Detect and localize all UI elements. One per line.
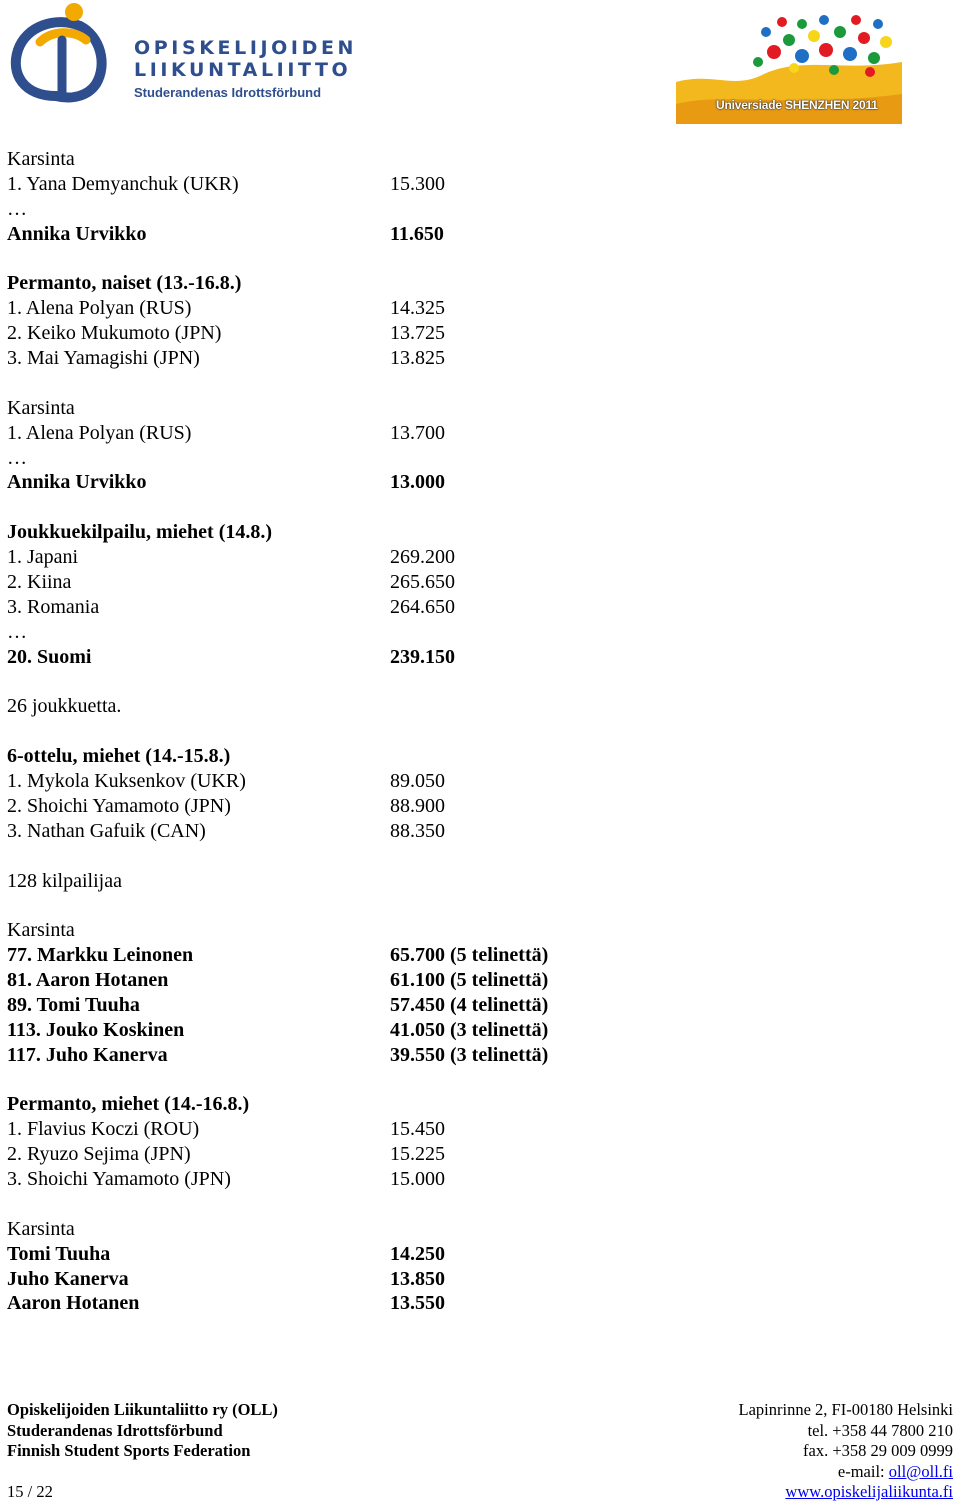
result-value: 15.450 (390, 1118, 445, 1141)
result-value: 89.050 (390, 770, 445, 792)
result-name: 1. Flavius Koczi (ROU) (7, 1118, 200, 1141)
section-heading: Permanto, miehet (14.-16.8.) (7, 1093, 250, 1116)
logo-line-1: OPISKELIJOIDEN (134, 37, 358, 59)
section-heading: Karsinta (7, 919, 75, 942)
result-name: 2. Ryuzo Sejima (JPN) (7, 1143, 191, 1166)
result-value: 269.200 (390, 546, 455, 569)
result-value: 57.450 (4 telinettä) (390, 993, 549, 1016)
result-name: 20. Suomi (7, 645, 92, 668)
result-name: 3. Nathan Gafuik (CAN) (7, 819, 206, 842)
footer-email-link[interactable]: oll@oll.fi (888, 1461, 953, 1481)
result-value: 15.225 (390, 1143, 445, 1166)
section-heading: Permanto, naiset (13.-16.8.) (7, 272, 242, 295)
result-value: 13.700 (390, 421, 445, 444)
result-value: 88.900 (390, 794, 445, 817)
result-name: Annika Urvikko (7, 222, 147, 245)
result-value: 264.650 (390, 595, 455, 618)
result-value: 15.300 (390, 172, 445, 195)
footer-email (838, 1462, 953, 1483)
logo-line-3: Studerandenas Idrottsförbund (134, 85, 322, 100)
result-name: 1. Mykola Kuksenkov (UKR) (7, 770, 246, 792)
result-name: 81. Aaron Hotanen (7, 969, 169, 992)
page-number: 15 / 22 (7, 1482, 53, 1501)
result-name: 2. Kiina (7, 570, 72, 593)
footer-address: Lapinrinne 2, FI-00180 Helsinki (738, 1400, 953, 1419)
footer-org-english: Finnish Student Sports Federation (7, 1441, 251, 1460)
result-value: 88.350 (390, 819, 445, 842)
result-name: Annika Urvikko (7, 471, 147, 494)
oll-emblem-icon (4, 0, 134, 108)
result-name: 1. Alena Polyan (RUS) (7, 297, 192, 320)
result-value: 11.650 (390, 222, 444, 245)
result-value: 39.550 (3 telinettä) (390, 1043, 549, 1066)
result-name: … (7, 620, 27, 643)
result-name: 3. Romania (7, 595, 100, 618)
result-name: … (7, 197, 27, 220)
result-value: 14.325 (390, 297, 445, 320)
result-name: Juho Kanerva (7, 1267, 129, 1290)
footer-org-swedish: Studerandenas Idrottsförbund (7, 1420, 223, 1440)
result-name: 117. Juho Kanerva (7, 1043, 168, 1066)
section-heading: Karsinta (7, 148, 75, 170)
footer-org-name: Opiskelijoiden Liikuntaliitto ry (OLL) (7, 1400, 278, 1419)
result-name: Aaron Hotanen (7, 1292, 140, 1315)
result-name: 2. Shoichi Yamamoto (JPN) (7, 794, 231, 817)
result-name: … (7, 446, 27, 469)
result-value: 239.150 (390, 645, 455, 668)
result-value: 15.000 (390, 1168, 445, 1191)
footer-tel: tel. +358 44 7800 210 (807, 1420, 953, 1440)
section-heading: Joukkuekilpailu, miehet (14.8.) (7, 521, 273, 544)
result-name: Tomi Tuuha (7, 1242, 111, 1265)
result-value: 13.550 (390, 1292, 445, 1315)
universiade-logo-text: Universiade SHENZHEN 2011 (716, 98, 878, 112)
result-name: 77. Markku Leinonen (7, 944, 194, 967)
result-value: 41.050 (3 telinettä) (390, 1018, 549, 1041)
result-name: 3. Shoichi Yamamoto (JPN) (7, 1168, 231, 1191)
footer-email-label: e-mail: (837, 1461, 889, 1481)
logo-line-2: LIIKUNTALIITTO (134, 59, 352, 81)
result-name: 2. Keiko Mukumoto (JPN) (7, 322, 222, 345)
section-heading: Karsinta (7, 1217, 75, 1240)
footer-website-link[interactable]: www.opiskelijaliikunta.fi (785, 1482, 953, 1501)
result-name: 3. Mai Yamagishi (JPN) (7, 347, 200, 370)
result-value: 14.250 (390, 1242, 445, 1265)
result-value: 13.000 (390, 471, 445, 494)
section-heading: Karsinta (7, 396, 75, 419)
result-name: 113. Jouko Koskinen (7, 1018, 185, 1041)
result-name: 1. Yana Demyanchuk (UKR) (7, 172, 239, 195)
section-heading: 6-ottelu, miehet (14.-15.8.) (7, 745, 231, 768)
section-heading: 26 joukkuetta. (7, 695, 122, 718)
result-value: 13.850 (390, 1267, 445, 1290)
result-value: 13.825 (390, 347, 445, 370)
footer-fax: fax. +358 29 009 0999 (803, 1441, 953, 1460)
result-value: 61.100 (5 telinettä) (390, 969, 549, 992)
result-value: 65.700 (5 telinettä) (390, 944, 549, 967)
result-name: 1. Japani (7, 546, 79, 569)
result-name: 1. Alena Polyan (RUS) (7, 421, 192, 444)
result-value: 265.650 (390, 570, 455, 593)
result-name: 89. Tomi Tuuha (7, 993, 140, 1016)
section-heading: 128 kilpailijaa (7, 869, 122, 892)
result-value: 13.725 (390, 322, 445, 345)
